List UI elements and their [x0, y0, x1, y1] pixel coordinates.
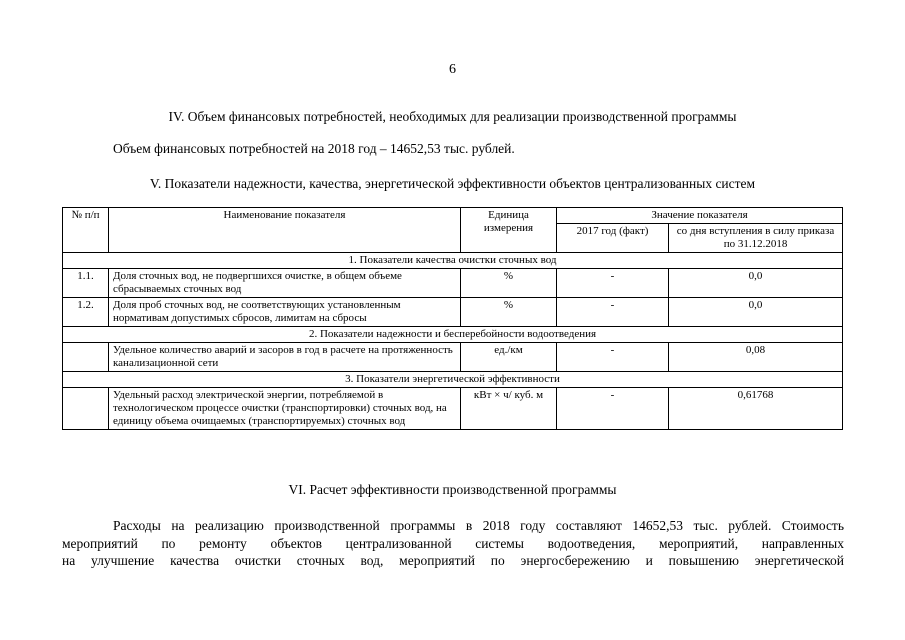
table-header-row: [63, 208, 843, 224]
row-name: Доля сточных вод, не подвергшихся очистке, в общем объеме сбрасываемых сточных вод: [109, 269, 461, 298]
row-num: 1.1.: [63, 269, 109, 298]
header-unit: Единица измерения: [461, 208, 557, 253]
row-fact: -: [557, 388, 669, 430]
section-5-heading: V. Показатели надежности, качества, энергетической эффективности объектов централизованных систем: [149, 176, 756, 191]
row-unit: кВт × ч/ куб. м: [461, 388, 557, 430]
row-fact: -: [557, 269, 669, 298]
row-num: [63, 388, 109, 430]
row-fact: -: [557, 343, 669, 372]
row-unit: ед./км: [461, 343, 557, 372]
indicators-table: [62, 207, 843, 430]
table-section-row: [63, 372, 843, 388]
row-unit: %: [461, 298, 557, 327]
table-row: [63, 388, 843, 430]
header-num: № п/п: [63, 208, 109, 253]
row-value: 0,08: [669, 343, 843, 372]
header-order: со дня вступления в силу приказа по 31.12.2018: [669, 224, 843, 253]
paragraph-line: Расходы на реализацию производственной программы в 2018 году составляют 14652,53 тыс. рублей. Стоимость: [113, 518, 844, 533]
section-4-heading: IV. Объем финансовых потребностей, необходимых для реализации производственной программы: [168, 109, 737, 124]
header-fact: 2017 год (факт): [557, 224, 669, 253]
paragraph-line: мероприятий по ремонту объектов централизованной системы водоотведения, мероприятий, направленных: [62, 535, 844, 551]
section-title: 2. Показатели надежности и бесперебойности водоотведения: [63, 327, 843, 343]
row-fact: -: [557, 298, 669, 327]
header-name: Наименование показателя: [109, 208, 461, 253]
row-unit: %: [461, 269, 557, 298]
row-name: Удельный расход электрической энергии, потребляемой в технологическом процессе очистки (транспортировки) сточных вод, на единицу объема очищаемых (транспортируемых) сточных вод: [109, 388, 461, 430]
row-value: 0,0: [669, 269, 843, 298]
page-number: 6: [449, 62, 456, 77]
table-row: [63, 269, 843, 298]
row-name: Удельное количество аварий и засоров в год в расчете на протяженность канализационной сети: [109, 343, 461, 372]
row-value: 0,61768: [669, 388, 843, 430]
row-num: [63, 343, 109, 372]
row-num: 1.2.: [63, 298, 109, 327]
row-value: 0,0: [669, 298, 843, 327]
paragraph-line: на улучшение качества очистки сточных вод, мероприятий по энергосбережению и повышению энергетической: [62, 553, 844, 568]
section-title: 3. Показатели энергетической эффективности: [63, 372, 843, 388]
efficiency-paragraph: [62, 517, 844, 570]
table-section-row: [63, 253, 843, 269]
table-section-row: [63, 327, 843, 343]
table-row: [63, 298, 843, 327]
financial-needs-text: Объем финансовых потребностей на 2018 год – 14652,53 тыс. рублей.: [113, 141, 515, 156]
table-row: [63, 343, 843, 372]
section-6-heading: VI. Расчет эффективности производственной программы: [288, 482, 617, 497]
section-title: 1. Показатели качества очистки сточных вод: [63, 253, 843, 269]
row-name: Доля проб сточных вод, не соответствующих установленным нормативам допустимых сбросов, лимитам на сбросы: [109, 298, 461, 327]
header-value-group: Значение показателя: [557, 208, 843, 224]
